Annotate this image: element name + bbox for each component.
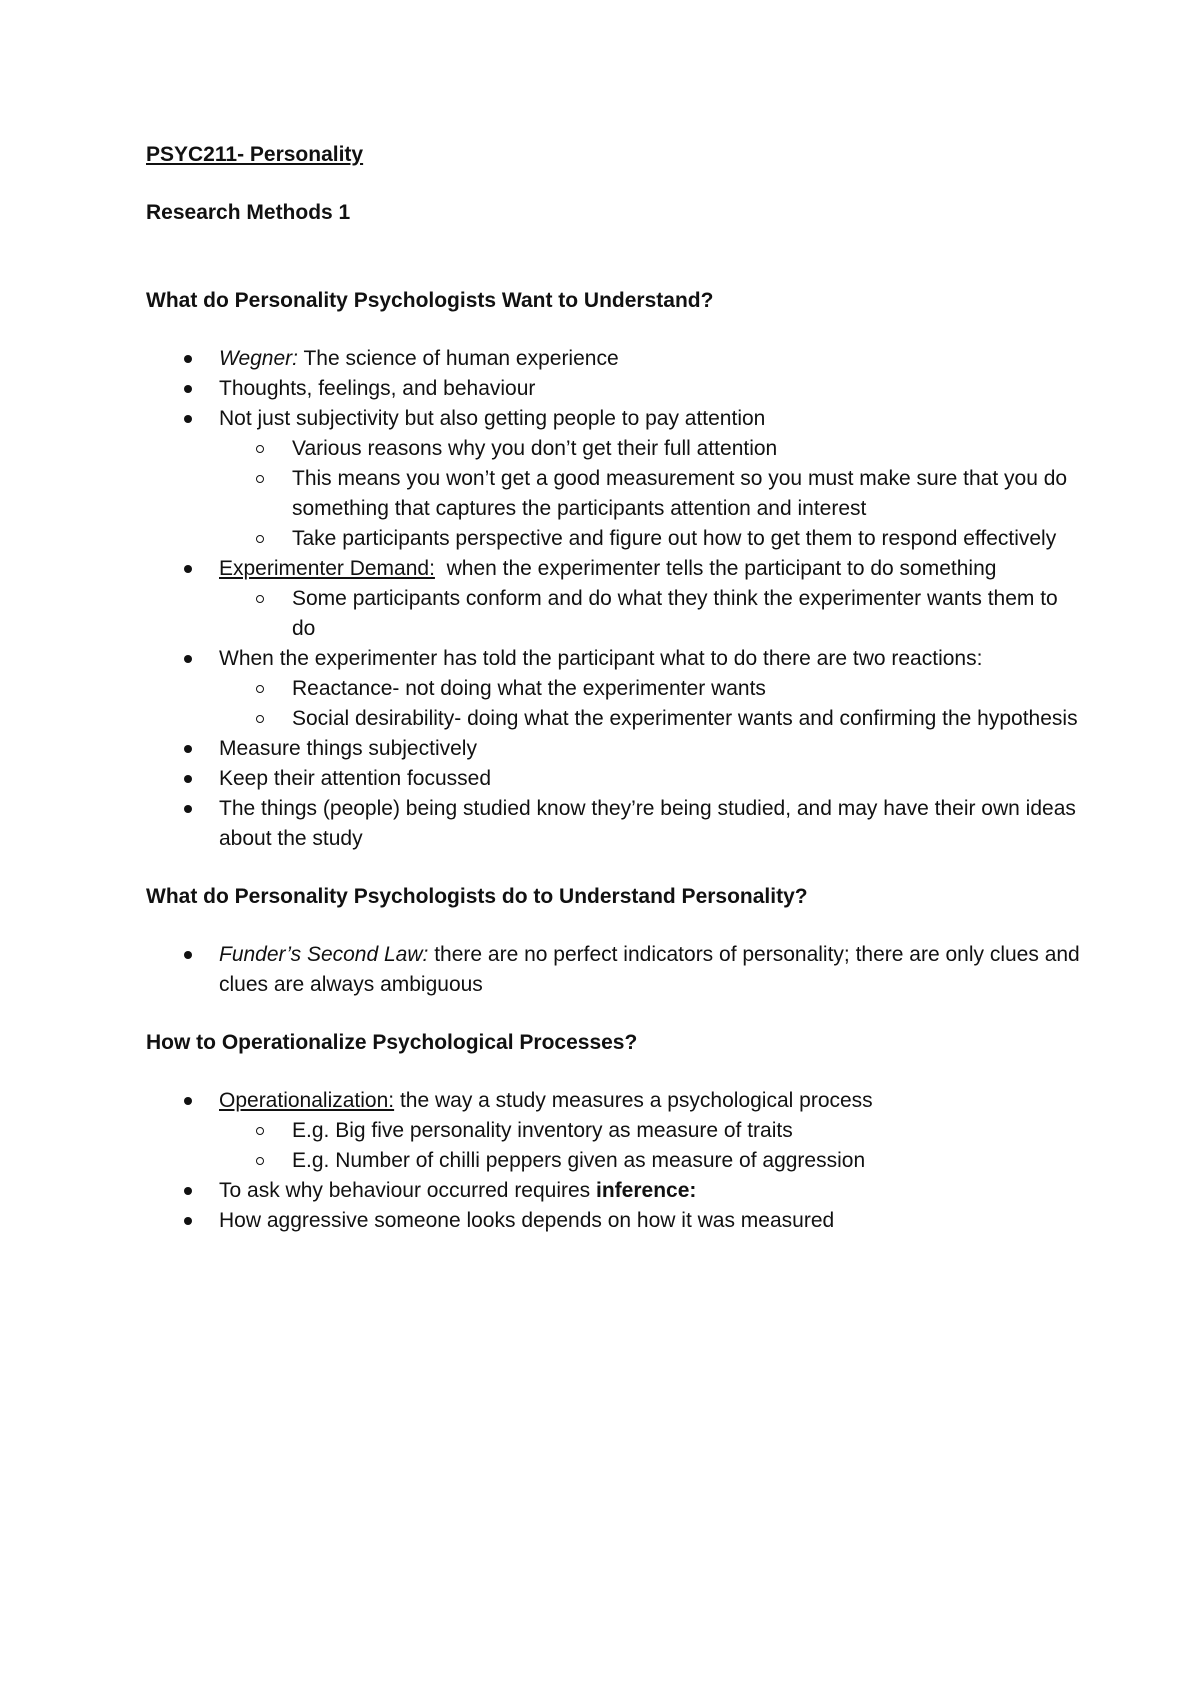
section1-list [146, 344, 1086, 854]
section-heading-do-to-understand: What do Personality Psychologists do to Understand Personality? [146, 885, 808, 908]
document-subtitle: Research Methods 1 [146, 201, 351, 224]
sub-list-item [219, 674, 1086, 704]
sub-bullet-icon [256, 475, 264, 483]
item-text: Measure things subjectively [219, 737, 477, 760]
item-text: the way a study measures a psychological process [394, 1089, 873, 1112]
sub-bullet-icon [256, 715, 264, 723]
sub-list-item [219, 1116, 1086, 1146]
item-text: E.g. Big five personality inventory as measure of traits [292, 1119, 793, 1142]
bullet-icon [184, 805, 192, 813]
sub-list-item [219, 704, 1086, 734]
section3-list [146, 1086, 1086, 1236]
item-text: Reactance- not doing what the experimenter wants [292, 677, 766, 700]
item-text: Not just subjectivity but also getting people to pay attention [219, 407, 766, 430]
sub-list-item [219, 1146, 1086, 1176]
bullet-icon [184, 655, 192, 663]
list-item [146, 404, 1086, 554]
document-page [146, 140, 1086, 1236]
bullet-icon [184, 775, 192, 783]
document-title: PSYC211- Personality [146, 143, 364, 166]
section-heading-operationalize: How to Operationalize Psychological Processes? [146, 1031, 638, 1054]
list-item [146, 1176, 1086, 1206]
item-text: E.g. Number of chilli peppers given as measure of aggression [292, 1149, 866, 1172]
term-experimenter-demand: Experimenter Demand: [219, 557, 435, 580]
list-item [146, 1086, 1086, 1176]
sub-list [219, 674, 1086, 734]
sub-bullet-icon [256, 1157, 264, 1165]
item-text: The science of human experience [298, 347, 619, 370]
item-text: When the experimenter has told the participant what to do there are two reactions: [219, 647, 983, 670]
sub-bullet-icon [256, 1127, 264, 1135]
item-text: when the experimenter tells the participant to do something [434, 557, 997, 580]
sub-list [219, 434, 1086, 554]
list-item [146, 764, 1086, 794]
list-item [146, 644, 1086, 734]
bullet-icon [184, 1217, 192, 1225]
term-inference: inference: [596, 1179, 697, 1202]
list-item [146, 344, 1086, 374]
term-operationalization: Operationalization: [219, 1089, 395, 1112]
sub-list-item [219, 584, 1086, 644]
sub-list-item [219, 434, 1086, 464]
item-text: Social desirability- doing what the experimenter wants and confirming the hypothesis [292, 707, 1078, 730]
bullet-icon [184, 1097, 192, 1105]
term-funders-second-law: Funder’s Second Law: [219, 943, 429, 966]
list-item [146, 554, 1086, 644]
item-text: Keep their attention focussed [219, 767, 492, 790]
bullet-icon [184, 745, 192, 753]
bullet-icon [184, 565, 192, 573]
item-text: Thoughts, feelings, and behaviour [219, 377, 536, 400]
item-text: How aggressive someone looks depends on how it was measured [219, 1209, 835, 1232]
sub-bullet-icon [256, 535, 264, 543]
bullet-icon [184, 355, 192, 363]
sub-bullet-icon [256, 445, 264, 453]
sub-list-item [219, 464, 1086, 524]
bullet-icon [184, 385, 192, 393]
item-text: To ask why behaviour occurred requires [219, 1179, 597, 1202]
sub-list [219, 584, 1086, 644]
list-item [146, 940, 1086, 1000]
list-item [146, 734, 1086, 764]
item-text: there are no perfect indicators of personality; there are only clues and clues are always ambiguous [219, 943, 1080, 996]
bullet-icon [184, 951, 192, 959]
item-text: The things (people) being studied know they’re being studied, and may have their own ideas about the study [219, 797, 1076, 850]
sub-bullet-icon [256, 685, 264, 693]
section-heading-want-to-understand: What do Personality Psychologists Want to Understand? [146, 289, 714, 312]
list-item [146, 1206, 1086, 1236]
list-item [146, 794, 1086, 854]
bullet-icon [184, 1187, 192, 1195]
sub-list-item [219, 524, 1086, 554]
item-text: Some participants conform and do what they think the experimenter wants them to do [292, 587, 1058, 640]
item-text: Take participants perspective and figure out how to get them to respond effectively [292, 527, 1057, 550]
bullet-icon [184, 415, 192, 423]
section2-list [146, 940, 1086, 1000]
item-text: This means you won’t get a good measurement so you must make sure that you do something that captures the participants attention and interest [292, 467, 1068, 520]
term-wegner: Wegner: [219, 347, 298, 370]
sub-bullet-icon [256, 595, 264, 603]
list-item [146, 374, 1086, 404]
sub-list [219, 1116, 1086, 1176]
item-text: Various reasons why you don’t get their full attention [292, 437, 778, 460]
